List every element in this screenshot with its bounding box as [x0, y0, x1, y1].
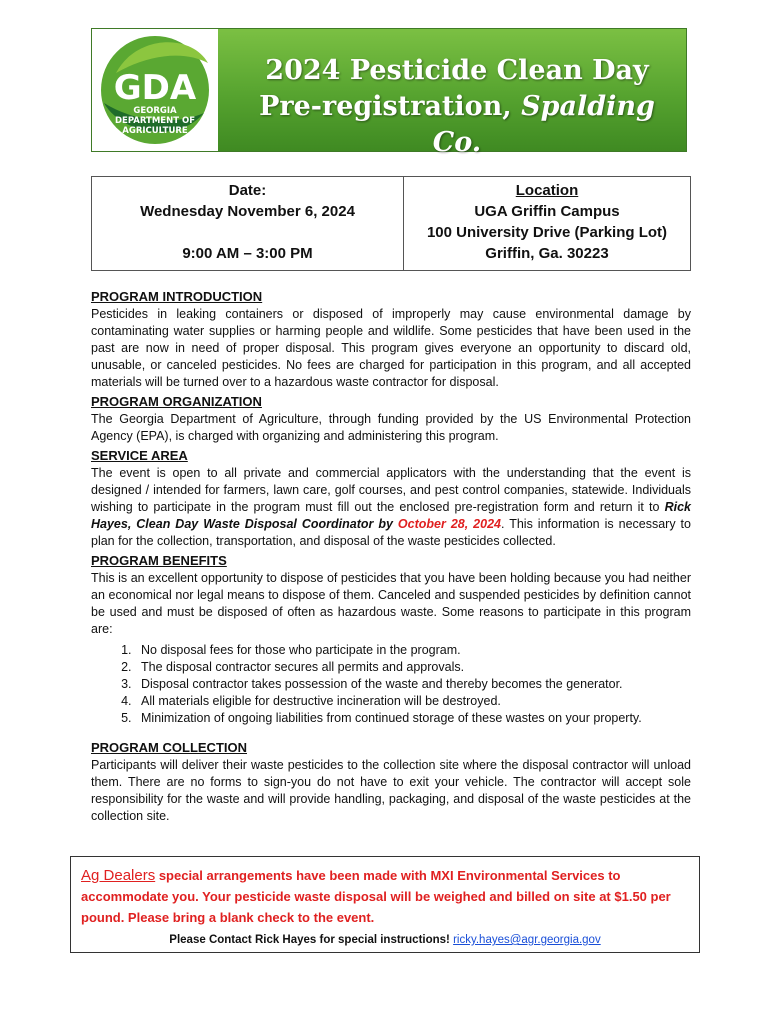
contact-text: Please Contact Rick Hayes for special instructions!: [169, 934, 454, 946]
organization-text: The Georgia Department of Agriculture, through funding provided by the US Environmental Protection Agency (EPA), is charged with organizing and administering this program.: [91, 412, 691, 443]
collection-text: Participants will deliver their waste pesticides to the collection site where the disposal contractor will unload them. There are no forms to sign-you do not have to exit your vehicle. The contractor will accept sole responsibility for the waste and will provide handling, packaging, and disposal of the waste pesticides at the collection site.: [91, 758, 691, 823]
title-line-1: 2024 Pesticide Clean Day: [265, 55, 649, 86]
service-area-text-start: The event is open to all private and commercial applicators with the understanding that the event is designed / intended for farmers, lawn care, golf courses, and pest control companies, statewide. Individuals wishing to participate in the program must fill out the enclosed pre-registration form and return it to: [91, 466, 691, 514]
list-item: 3. Disposal contractor takes possession of the waste and thereby becomes the generator.: [135, 676, 691, 693]
date-cell: [92, 177, 404, 270]
benefits-text: This is an excellent opportunity to dispose of pesticides that you have been holding because you had neither an economical nor legal means to dispose of them. Canceled and suspended pesticides by definition cannot be used and must be disposed of often as hazardous waste. Some reasons to participate in this program are:: [91, 571, 691, 636]
list-item: 5. Minimization of ongoing liabilities from continued storage of these wastes on your property.: [135, 710, 691, 727]
location-address: 100 University Drive (Parking Lot): [426, 224, 668, 241]
service-area-text-end: . This information is necessary to plan for the collection, transportation, and disposal of the waste pesticides collected.: [91, 517, 691, 548]
organization-heading: PROGRAM ORGANIZATION: [91, 394, 262, 409]
logo-line2: DEPARTMENT OF: [114, 116, 196, 126]
ag-dealer-notice: [70, 856, 700, 953]
benefits-heading: PROGRAM BENEFITS: [91, 553, 227, 568]
list-item: 1. No disposal fees for those who participate in the program.: [135, 642, 691, 659]
title-county: Spalding Co.: [432, 91, 655, 158]
title-line-2: [232, 89, 682, 161]
list-item: 4. All materials eligible for destructive incineration will be destroyed.: [135, 693, 691, 710]
coordinator-name: Rick Hayes, Clean Day Waste Disposal Coordinator by: [91, 500, 691, 531]
location-label: Location: [515, 182, 579, 199]
benefits-list: [91, 642, 691, 727]
gda-logo: [92, 29, 218, 151]
registration-deadline: October 28, 2024: [397, 517, 501, 531]
intro-heading: PROGRAM INTRODUCTION: [91, 289, 263, 304]
event-info-table: [91, 176, 691, 271]
date-label: Date:: [228, 182, 267, 199]
gda-logo-icon: [96, 33, 214, 147]
location-city: Griffin, Ga. 30223: [485, 245, 609, 262]
service-area-heading: SERVICE AREA: [91, 448, 188, 463]
dealer-lead: Ag Dealers: [81, 867, 156, 884]
logo-line1: GEORGIA: [133, 106, 177, 116]
location-cell: [404, 177, 690, 270]
logo-line3: AGRICULTURE: [122, 126, 188, 136]
location-name: UGA Griffin Campus: [474, 203, 620, 220]
header-banner: [91, 28, 687, 158]
intro-text: Pesticides in leaking containers or disposed of improperly may cause environmental damage by contaminating water supplies or harming people and wildlife. Some pesticides that have been used in the past are now in need of proper disposal. This program gives everyone an opportunity to discard old, unusable, or canceled pesticides. No fees are charged for participation in this program, and all accepted materials will be turned over to a hazardous waste contractor for disposal.: [91, 307, 691, 389]
list-item: 2. The disposal contractor secures all permits and approvals.: [135, 659, 691, 676]
date-value: Wednesday November 6, 2024: [140, 203, 355, 220]
time-value: 9:00 AM – 3:00 PM: [182, 245, 313, 262]
collection-heading: PROGRAM COLLECTION: [91, 740, 247, 755]
title-line-2-plain: Pre-registration,: [259, 91, 522, 122]
dealer-body: special arrangements have been made with MXI Environmental Services to accommodate you. Your pesticide waste disposal will be weighed and billed on site at $1.50 per pound. Please bring a blank check to the event.: [81, 868, 671, 925]
dealer-notice-text: [81, 865, 689, 928]
service-area-text: [91, 465, 691, 550]
program-body: [91, 288, 691, 827]
contact-email-link[interactable]: ricky.hayes@agr.georgia.gov: [453, 934, 601, 946]
logo-abbrev: GDA: [113, 68, 197, 108]
page-title: [232, 53, 682, 161]
contact-line: [81, 934, 689, 946]
